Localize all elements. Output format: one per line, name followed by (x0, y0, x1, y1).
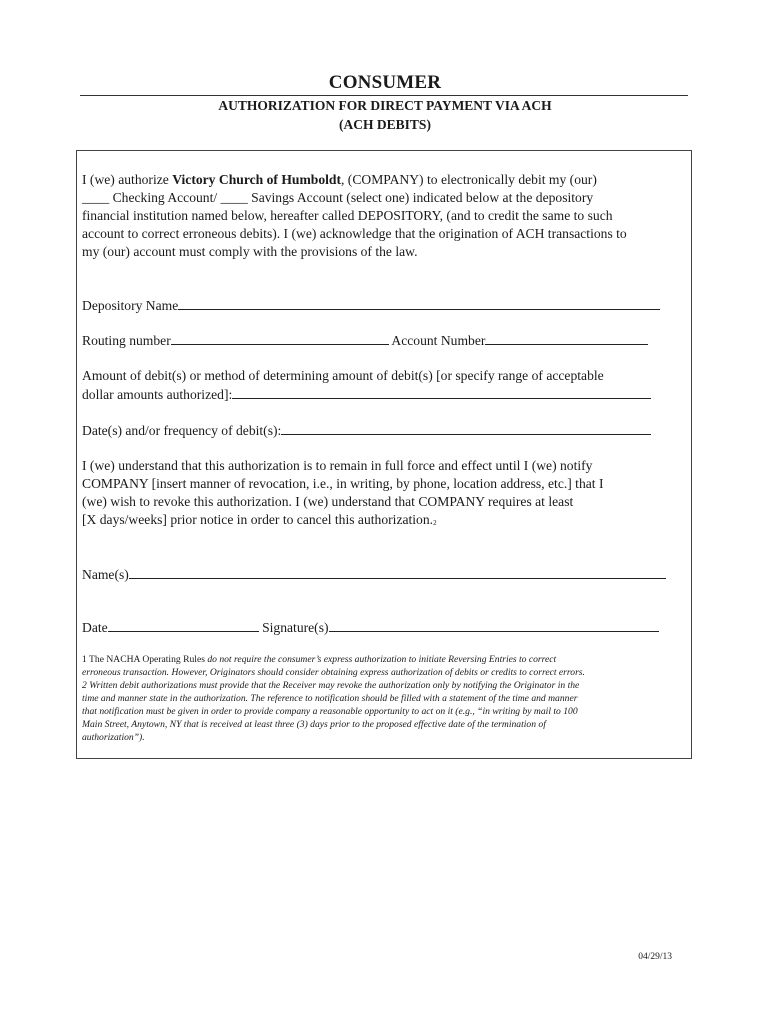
dates-row (82, 421, 690, 440)
title-rule (80, 95, 688, 96)
footnote-2-line-3: that notification must be given in order to provide company a reasonable opportunity to act on it (e.g., “in writing by mail to 100 (82, 706, 578, 717)
form-subtitle: AUTHORIZATION FOR DIRECT PAYMENT VIA ACH (218, 98, 552, 113)
company-name: Victory Church of Humboldt (172, 172, 341, 187)
depository-name-label: Depository Name (82, 298, 179, 313)
depository-name-field[interactable] (178, 296, 660, 310)
dates-label: Date(s) and/or frequency of debit(s): (82, 423, 282, 438)
routing-number-field[interactable] (171, 331, 389, 345)
account-number-field[interactable] (485, 331, 648, 345)
names-label: Name(s) (82, 567, 129, 582)
footnote-2-line-1: 2 Written debit authorizations must provide that the Receiver may revoke the authorization only by notifying the Originator in the (82, 680, 580, 691)
names-field[interactable] (129, 565, 666, 579)
footnote-marker: 2 (433, 519, 437, 527)
signature-field[interactable] (329, 618, 659, 632)
signature-label: Signature(s) (262, 620, 329, 635)
date-signature-row (82, 618, 690, 637)
amount-line-1: Amount of debit(s) or method of determining amount of debit(s) [or specify range of acceptable (82, 368, 604, 383)
form-title: CONSUMER (328, 72, 442, 93)
amount-label: dollar amounts authorized]: (82, 387, 233, 402)
authorization-line-5: my (our) account must comply with the provisions of the law. (82, 244, 418, 259)
depository-name-row (82, 296, 690, 315)
revocation-line-1: I (we) understand that this authorization is to remain in full force and effect until I (we) notify (82, 458, 593, 473)
authorization-line-1: I (we) authorize Victory Church of Humboldt, (COMPANY) to electronically debit my (our) (82, 172, 597, 187)
amount-field[interactable] (232, 385, 651, 399)
revision-date: 04/29/13 (638, 952, 672, 962)
revocation-line-2: COMPANY [insert manner of revocation, i.e., in writing, by phone, location address, etc.] that I (82, 476, 604, 491)
footnote-2-line-5: authorization”). (82, 732, 145, 743)
amount-row (82, 385, 690, 404)
revocation-line-3: (we) wish to revoke this authorization. I (we) understand that COMPANY requires at least (82, 494, 574, 509)
footnote-2-line-2: time and manner state in the authorization. The reference to notification should be filled with a statement of the time and manner (82, 693, 578, 704)
date-field[interactable] (108, 618, 259, 632)
names-row (82, 565, 690, 584)
footnote-1-line-1: 1 The NACHA Operating Rules do not require the consumer’s express authorization to initiate Reversing Entries to correct (82, 654, 557, 665)
authorization-line-4: account to correct erroneous debits). I (we) acknowledge that the origination of ACH transactions to (82, 226, 627, 241)
date-label: Date (82, 620, 108, 635)
footnote-1-line-2: erroneous transaction. However, Originators should consider obtaining express authorization of debits or credits to correct errors. (82, 667, 585, 678)
form-subtitle-ach-debits: (ACH DEBITS) (339, 117, 431, 132)
dates-frequency-field[interactable] (281, 421, 651, 435)
routing-number-label: Routing number (82, 333, 171, 348)
routing-account-row (82, 331, 690, 350)
authorization-line-2[interactable]: ____ Checking Account/ ____ Savings Account (select one) indicated below at the depository (82, 190, 594, 205)
revocation-line-4: [X days/weeks] prior notice in order to cancel this authorization.2 (82, 512, 437, 527)
footnote-2-line-4: Main Street, Anytown, NY that is received at least three (3) days prior to the proposed effective date of the termination of (82, 719, 546, 730)
account-number-label: Account Number (391, 333, 486, 348)
authorization-line-3: financial institution named below, hereafter called DEPOSITORY, (and to credit the same to such (82, 208, 613, 223)
